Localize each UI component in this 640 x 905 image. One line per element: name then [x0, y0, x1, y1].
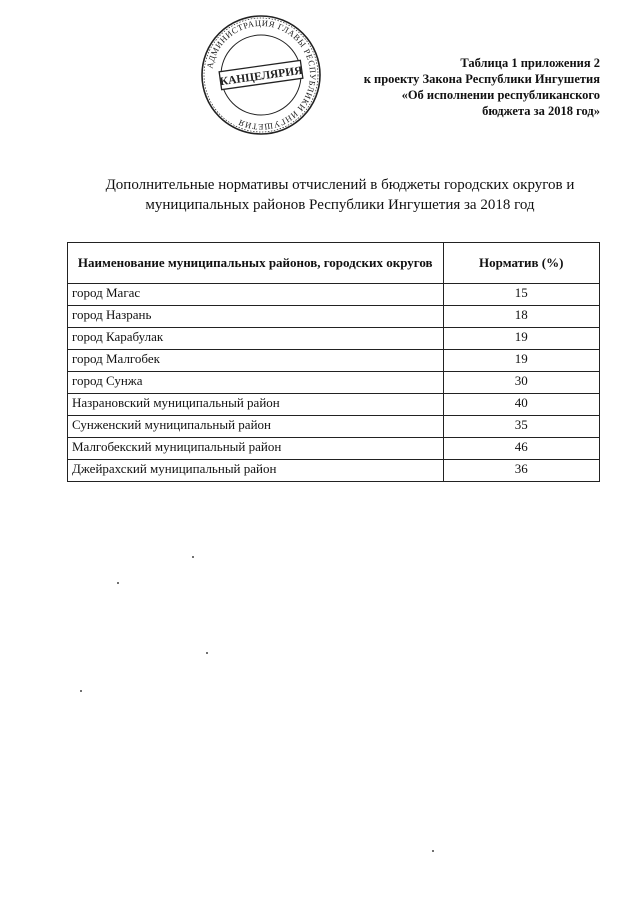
norm-value: 15 [443, 284, 600, 306]
table-row [68, 460, 600, 482]
table-row [68, 306, 600, 328]
scan-speck [80, 690, 82, 692]
header-line-2: к проекту Закона Республики Ингушетия [363, 72, 600, 86]
norm-value: 19 [443, 328, 600, 350]
district-name: город Назрань [68, 306, 444, 328]
header-line-3: «Об исполнении республиканского [401, 88, 600, 102]
header-line-1: Таблица 1 приложения 2 [460, 56, 600, 70]
document-title [60, 175, 620, 215]
table-row [68, 350, 600, 372]
title-line-1: Дополнительные нормативы отчислений в бюджеты городских округов и [105, 177, 575, 193]
norm-value: 18 [443, 306, 600, 328]
district-name: город Малгобек [68, 350, 444, 372]
appendix-header [364, 55, 600, 119]
table-row [68, 438, 600, 460]
table-row [68, 394, 600, 416]
district-name: Назрановский муниципальный район [68, 394, 444, 416]
scan-speck [192, 556, 194, 558]
table-row [68, 284, 600, 306]
norm-value: 30 [443, 372, 600, 394]
chancellery-stamp [200, 14, 322, 136]
district-name: Сунженский муниципальный район [68, 416, 444, 438]
district-name: город Карабулак [68, 328, 444, 350]
table-header-row [68, 243, 600, 284]
title-line-2: муниципальных районов Республики Ингушетия за 2018 год [145, 197, 535, 213]
table-row [68, 328, 600, 350]
scan-speck [206, 652, 208, 654]
table-row [68, 372, 600, 394]
table-row [68, 416, 600, 438]
column-header-name: Наименование муниципальных районов, городских округов [68, 243, 444, 284]
scan-speck [117, 582, 119, 584]
norm-value: 36 [443, 460, 600, 482]
norm-value: 19 [443, 350, 600, 372]
header-line-4: бюджета за 2018 год» [482, 104, 600, 118]
district-name: Джейрахский муниципальный район [68, 460, 444, 482]
norm-value: 40 [443, 394, 600, 416]
stamp-center-text: КАНЦЕЛЯРИЯ [219, 64, 304, 89]
column-header-norm: Норматив (%) [443, 243, 600, 284]
norm-value: 35 [443, 416, 600, 438]
district-name: город Сунжа [68, 372, 444, 394]
district-name: Малгобекский муниципальный район [68, 438, 444, 460]
district-name: город Магас [68, 284, 444, 306]
stamp-ring-text: АДМИНИСТРАЦИЯ ГЛАВЫ РЕСПУБЛИКИ ИНГУШЕТИЯ [204, 17, 319, 133]
norm-value: 46 [443, 438, 600, 460]
scan-speck [432, 850, 434, 852]
norms-table [67, 242, 600, 482]
